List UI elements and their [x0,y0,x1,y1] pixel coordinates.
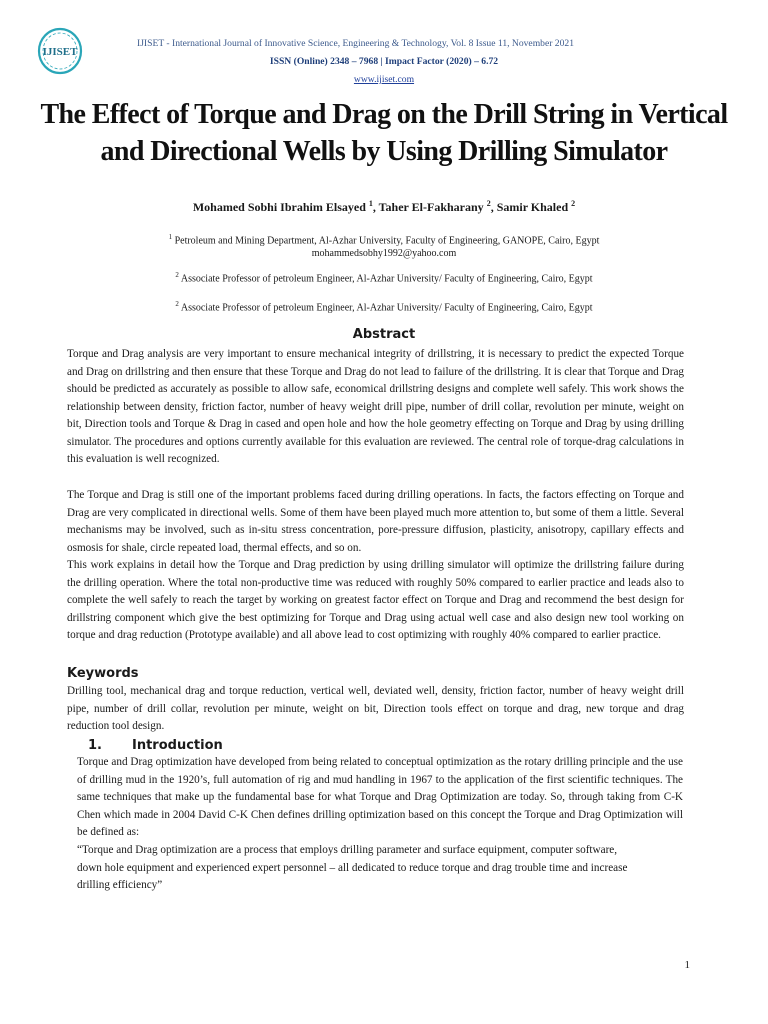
keywords-text: Drilling tool, mechanical drag and torque reduction, vertical well, deviated well, density, friction factor, number of heavy weight drill pipe, number of drill collar, revolution per minute, weight on bit, Direction tools effect on torque and drag, new torque and drag reduction tool design. [67,685,684,732]
affiliation-mark: 2 [175,300,179,308]
page-number: 1 [684,959,690,971]
introduction-heading [88,738,223,753]
journal-logo-icon [36,24,84,76]
journal-logo-text: IJISET [42,46,78,58]
section-number: 1. [88,738,102,753]
author-name: , Samir Khaled [490,200,572,214]
keywords-heading: Keywords [67,666,139,681]
author-affiliation-mark: 2 [486,199,491,208]
affiliation-text: Associate Professor of petroleum Engineer, Al-Azhar University/ Faculty of Engineering, Cairo, Egypt [178,302,593,314]
paper-title: The Effect of Torque and Drag on the Drill String in Vertical and Directional Wells by Using Drilling Simulator [40,99,728,167]
author-name: Mohamed Sobhi Ibrahim Elsayed [192,200,369,214]
author-affiliation-mark: 1 [368,199,373,208]
affiliation-text: Associate Professor of petroleum Engineer, Al-Azhar University/ Faculty of Engineering, Cairo, Egypt [178,273,593,285]
author-email: mohammedsobhy1992@yahoo.com [311,248,457,260]
introduction-paragraph: Torque and Drag optimization have developed from being related to conceptual optimization as the rotary drilling principle and the use of drilling mud in the 1920’s, full automation of rig and mud handling in 1967 to the application of the first scientific techniques. The same techniques that make up the fundamental base for what Torque and Drag Optimization are today. So, through taking from C-K Chen which made in 2004 David C-K Chen defines drilling optimization based on this concept the Torque and Drag Optimization will be defined as: [77,756,683,838]
journal-citation-line: IJISET - International Journal of Innovative Science, Engineering & Technology, Vol. 8 Issue 11, November 2021 [137,38,574,49]
abstract-paragraph: This work explains in detail how the Torque and Drag prediction by using drilling simulator will optimize the drillstring failure during the drilling operation. Where the total non-productive time was reduced with roughly 50% compared to earlier practice and leads also to complete the well safely to reach the target by working on greatest factor effect on Torque and Drag and recommend the best design for drillstring component which give the best optimizing for Torque and Drag using actual well case and also design new tool working on torque and drag reduction (Prototype available) and all above lead to cost optimizing with roughly 40% compared to earlier practice. [67,559,684,641]
affiliation-2 [40,269,728,285]
affiliation-mark: 1 [168,233,173,241]
affiliation-text: Petroleum and Mining Department, Al-Azhar University, Faculty of Engineering, GANOPE, Cairo, Egypt [172,235,600,247]
author-affiliation-mark: 2 [571,199,576,208]
affiliation-mark: 2 [175,271,179,279]
author-list [0,199,768,215]
introduction-quote: “Torque and Drag optimization are a process that employs drilling parameter and surface equipment, computer software, down hole equipment and experienced expert personnel – all dedicated to reduce torque and drag trouble time and increase drilling efficiency” [77,844,628,891]
issn-line: ISSN (Online) 2348 – 7968 | Impact Factor (2020) – 6.72 [269,56,499,67]
abstract-paragraph: The Torque and Drag is still one of the important problems faced during drilling operations. In facts, the factors effecting on Torque and Drag are very complicated in directional wells. Some of them have been played much more attention to, but some of them a little. Several mechanisms may be involved, such as in-situ stress concentration, pore-pressure diffusion, plasticity, anisotropy, capillary effects and osmosis for shale, circle repeated load, thermal effects, and so on. [67,489,684,554]
journal-logo [36,24,84,76]
section-title: Introduction [132,738,223,753]
abstract-heading: Abstract [352,327,416,342]
author-name: , Taher El-Fakharany [372,200,487,214]
affiliation-3 [40,298,728,314]
journal-website-link[interactable]: www.ijiset.com [353,74,415,85]
affiliation-1 [40,231,728,260]
abstract-paragraph: Torque and Drag analysis are very important to ensure mechanical integrity of drillstring, it is necessary to predict the expected Torque and Drag on drillstring and then ensure that these Torque and Drag do not lead to failure of the drillstring. It is clear that Torque and Drag should be predicted as accurately as possible to allow safe, economical drillstring designs and complete well safely. This work shows the relationship between density, friction factor, number of heavy weight drill pipe, number of drill collar, revolution per minute, weight on bit, Direction tools and Torque & Drag in cased and open hole and how the hole geometry effecting on Torque and Drag by using drilling simulator. The procedures and options currently available for this evaluation are reviewed. The central role of torque-drag calculations in this evaluation is well recognized. [67,348,684,465]
